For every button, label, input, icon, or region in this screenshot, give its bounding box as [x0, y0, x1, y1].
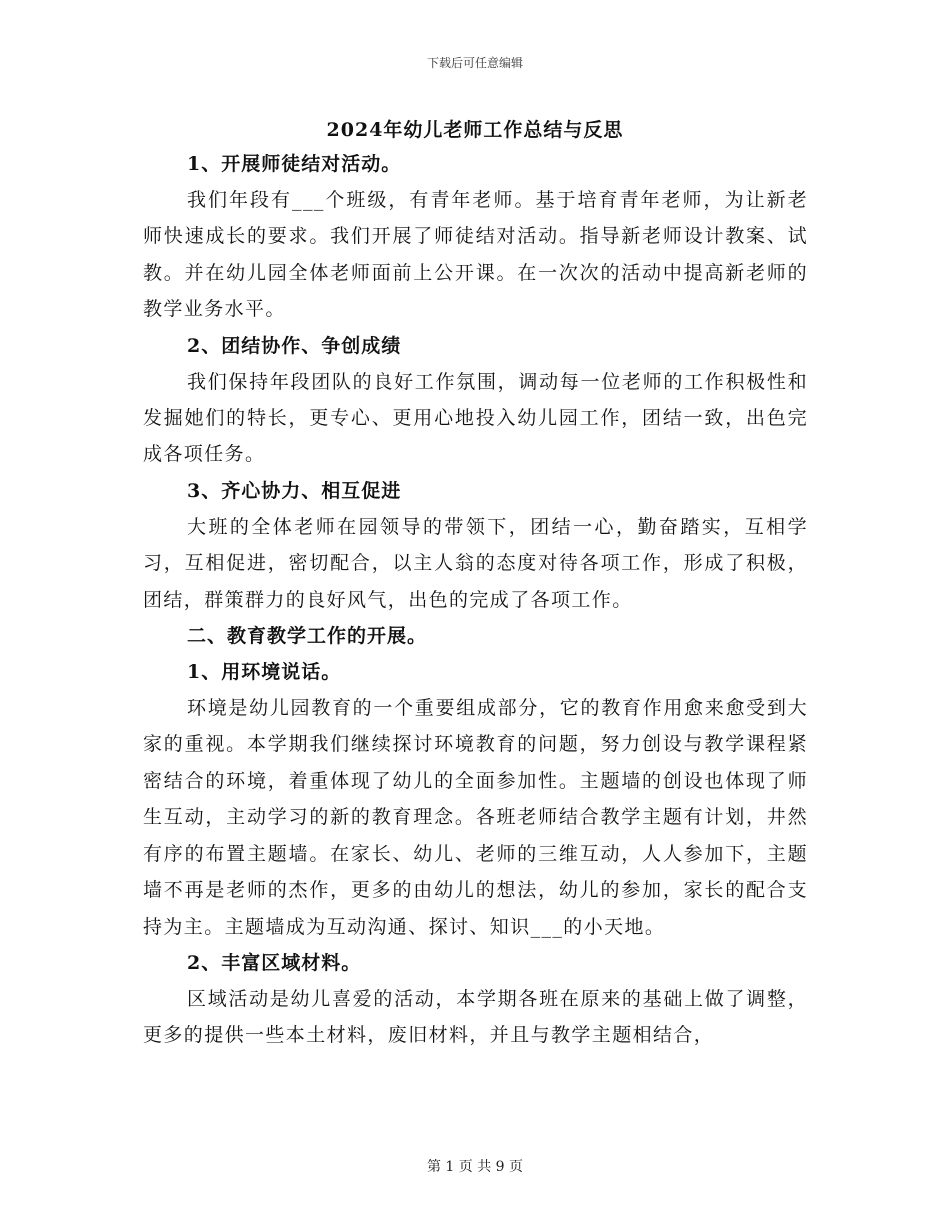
page-footer: 第 1 页 共 9 页: [426, 1159, 524, 1175]
section-heading: 2、丰富区域材料。: [187, 951, 362, 974]
body-paragraph: 大班的全体老师在园领导的带领下，团结一心，勤奋踏实，互相学习，互相促进，密切配合，以主人翁的态度对待各项工作，形成了积极，团结，群策群力的良好风气，出色的完成了各项工作。: [143, 515, 808, 611]
section-heading: 1、开展师徒结对活动。: [187, 153, 402, 175]
section-heading: 二、教育教学工作的开展。: [187, 625, 428, 648]
section-heading: 2、团结协作、争创成绩: [187, 334, 402, 357]
body-paragraph: 我们年段有___个班级，有青年老师。基于培育青年老师，为让新老师快速成长的要求。我们开展了师徒结对活动。指导新老师设计教案、试教。并在幼儿园全体老师面前上公开课。在一次次的活动中提高新老师的教学业务水平。: [143, 189, 808, 321]
body-paragraph: 区域活动是幼儿喜爱的活动，本学期各班在原来的基础上做了调整，更多的提供一些本土材料，废旧材料，并且与教学主题相结合，: [143, 987, 808, 1047]
body-paragraph: 环境是幼儿园教育的一个重要组成部分，它的教育作用愈来愈受到大家的重视。本学期我们继续探讨环境教育的问题，努力创设与教学课程紧密结合的环境，着重体现了幼儿的全面参加性。主题墙的创设也体现了师生互动，主动学习的新的教育理念。各班老师结合教学主题有计划，井然有序的布置主题墙。在家长、幼儿、老师的三维互动，人人参加下，主题墙不再是老师的杰作，更多的由幼儿的想法，幼儿的参加，家长的配合支持为主。主题墙成为互动沟通、探讨、知识___的小天地。: [143, 697, 808, 938]
section-heading: 1、用环境说话。: [187, 661, 342, 684]
document-body: [143, 146, 808, 1054]
header-note: 下载后可任意编辑: [426, 56, 523, 70]
document-title: 2024年幼儿老师工作总结与反思: [326, 119, 624, 141]
section-heading: 3、齐心协力、相互促进: [187, 479, 402, 502]
body-paragraph: 我们保持年段团队的良好工作氛围，调动每一位老师的工作积极性和发掘她们的特长，更专心、更用心地投入幼儿园工作，团结一致，出色完成各项任务。: [143, 370, 808, 466]
